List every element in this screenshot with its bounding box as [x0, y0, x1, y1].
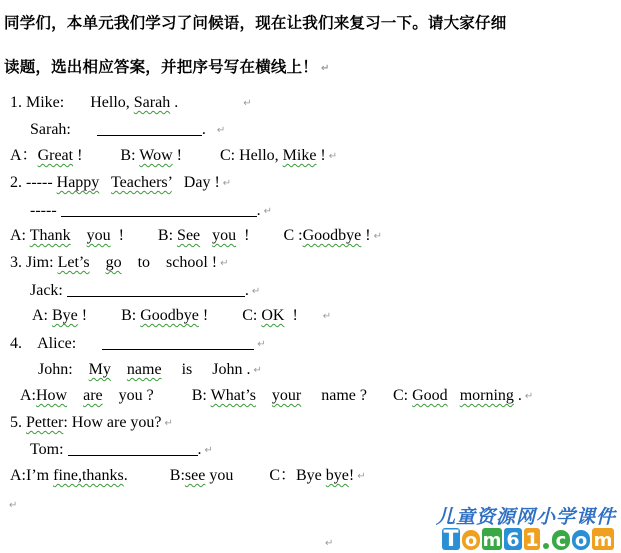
- answer-blank[interactable]: [102, 334, 254, 350]
- q2-line-1: 2. ----- Happy Teachers’ Day ! ↵: [10, 174, 232, 191]
- answer-blank[interactable]: [61, 201, 257, 217]
- q2-line-2: ----- . ↵: [30, 202, 273, 219]
- answer-blank[interactable]: [97, 120, 202, 136]
- q3-line-1: 3. Jim: Let’s go to school ! ↵: [10, 254, 229, 271]
- paragraph-mark-icon: ↵: [164, 418, 173, 429]
- q1-options: A：Great ! B: Wow ! C: Hello, Mike ! ↵: [10, 147, 338, 164]
- paragraph-mark-icon: ↵: [253, 365, 262, 376]
- svg-text:o: o: [464, 530, 478, 551]
- paragraph-mark-icon: ↵: [373, 231, 382, 242]
- q4-line-2: John: My name is John . ↵: [38, 361, 262, 378]
- paragraph-mark-icon: ↵: [321, 63, 330, 74]
- answer-blank[interactable]: [68, 440, 198, 456]
- intro-line-1: 同学们，本单元我们学习了问候语，现在让我们来复习一下。请大家仔细: [4, 14, 507, 32]
- paragraph-mark-icon: ↵: [243, 98, 252, 109]
- paragraph-mark-icon: ↵: [251, 286, 261, 297]
- paragraph-mark-icon: ↵: [328, 151, 338, 162]
- paragraph-mark-icon: ↵: [216, 125, 226, 136]
- watermark-cn-text: 儿童资源网小学课件: [435, 506, 616, 528]
- paragraph-mark-icon: ↵: [220, 258, 229, 269]
- intro-line-2: 读题，选出相应答案，并把序号写在横线上！ ↵: [4, 58, 330, 76]
- svg-text:6: 6: [506, 529, 520, 551]
- watermark-logo: [390, 504, 618, 552]
- paragraph-mark-icon: ↵: [257, 339, 266, 350]
- paragraph-mark-icon: ↵: [325, 538, 334, 549]
- empty-paragraph: [6, 496, 17, 515]
- q5-options: A:I’m fine,thanks. B:see you C：Bye bye! ↵: [10, 467, 366, 484]
- q5-line-2: Tom: . ↵: [30, 441, 213, 458]
- answer-blank[interactable]: [67, 281, 245, 297]
- q2-options: A: Thank you ! B: See you ! C :Goodbye ! ↵: [10, 227, 382, 244]
- q1-line-1: 1. Mike: Hello, Sarah . ↵: [10, 94, 252, 111]
- svg-text:c: c: [555, 530, 567, 551]
- paragraph-mark-icon: ↵: [9, 500, 18, 511]
- svg-text:T: T: [443, 527, 459, 552]
- svg-text:m: m: [593, 530, 613, 551]
- paragraph-mark-icon: ↵: [222, 178, 232, 189]
- q4-options: A:How are you ? B: What’s your name ? C: Good morning . ↵: [20, 387, 534, 404]
- empty-paragraph: [322, 534, 333, 553]
- paragraph-mark-icon: ↵: [322, 311, 332, 322]
- svg-text:m: m: [482, 530, 502, 551]
- q5-line-1: 5. Petter: How are you? ↵: [10, 414, 173, 431]
- svg-text:o: o: [574, 530, 588, 551]
- q1-line-2: Sarah: . ↵: [30, 121, 226, 138]
- svg-text:1: 1: [525, 529, 539, 551]
- paragraph-mark-icon: ↵: [357, 471, 366, 482]
- q3-options: A: Bye ! B: Goodbye ! C: OK ! ↵: [32, 307, 332, 324]
- q3-line-2: Jack: . ↵: [30, 282, 261, 299]
- watermark-domain-icon: [442, 527, 614, 552]
- q4-line-1: 4. Alice: ↵: [10, 335, 266, 352]
- paragraph-mark-icon: ↵: [263, 206, 273, 217]
- paragraph-mark-icon: ↵: [204, 445, 213, 456]
- paragraph-mark-icon: ↵: [524, 391, 534, 402]
